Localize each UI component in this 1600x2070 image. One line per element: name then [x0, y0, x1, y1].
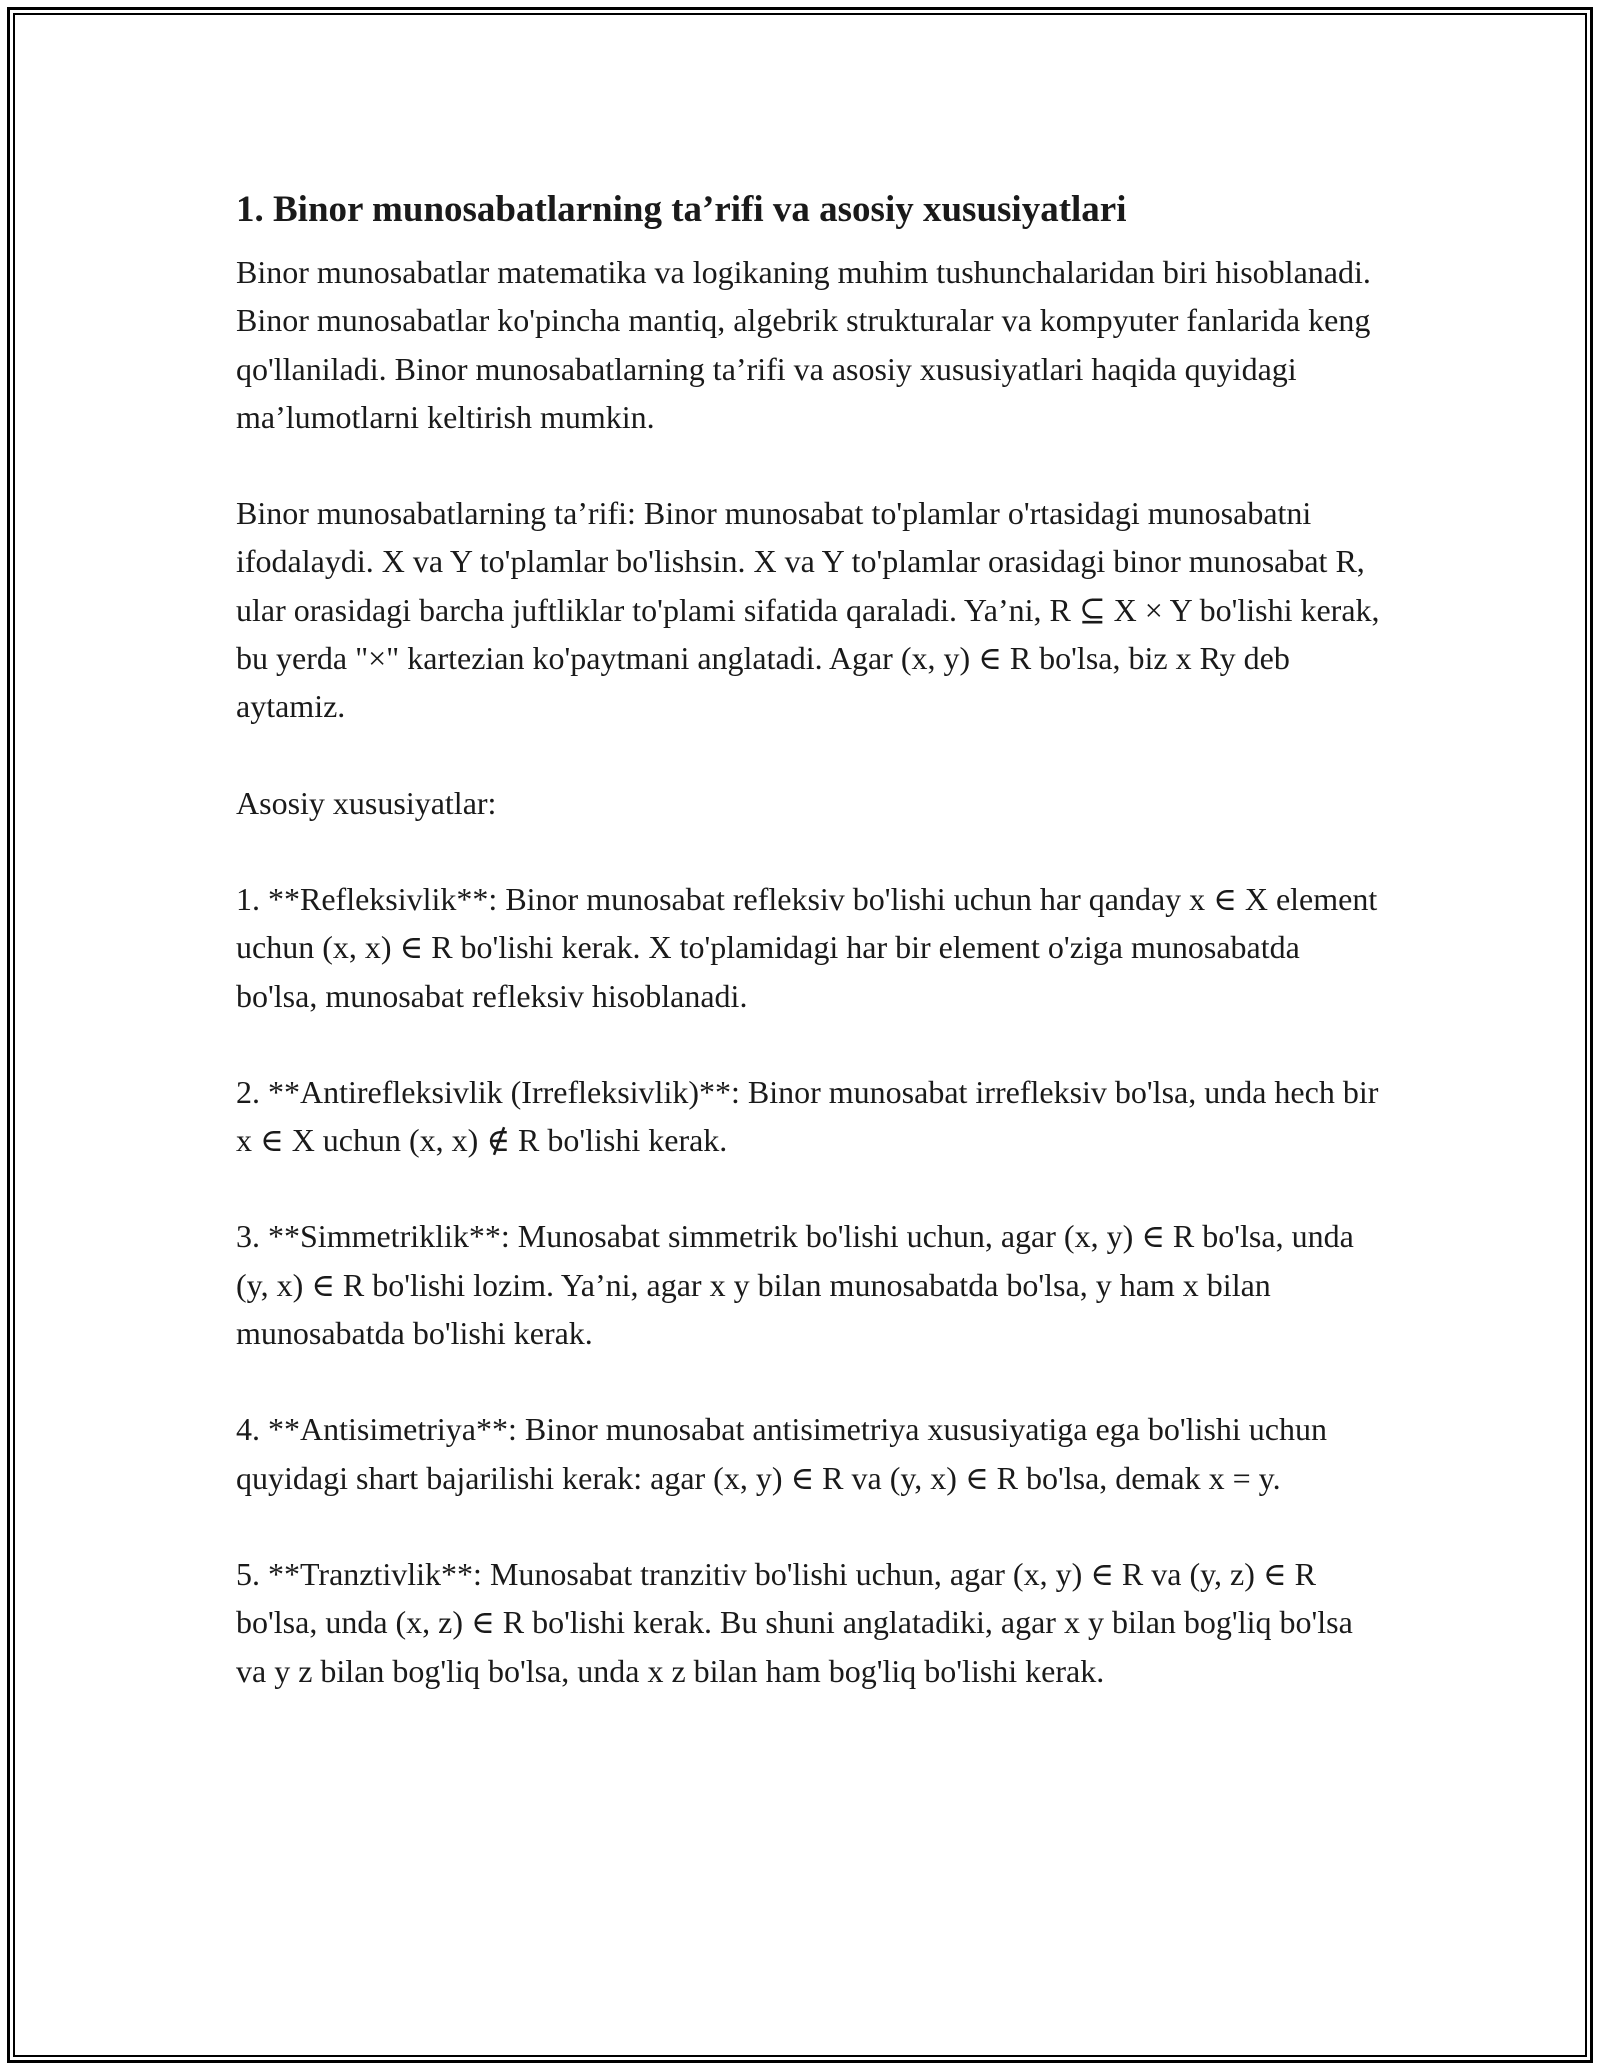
paragraph-transitivity: 5. **Tranztivlik**: Munosabat tranzitiv bo'lishi uchun, agar (x, y) ∈ R va (y, z) ∈ R bo'lsa, unda (x, z) ∈ R bo'lishi kerak. Bu shuni anglatadiki, agar x y bilan bog'liq bo'lsa va y z bilan bog'liq bo'lsa, unda x z bilan ham bog'liq bo'lishi kerak.	[236, 1555, 1353, 1689]
paragraph-definition: Binor munosabatlarning ta’rifi: Binor munosabat to'plamlar o'rtasidagi munosabatni ifodalaydi. X va Y to'plamlar bo'lishsin. X va Y to'plamlar orasidagi binor munosabat R, ular orasidagi barcha juftliklar to'plami sifatida qaraladi. Ya’ni, R ⊆ X × Y bo'lishi kerak, bu yerda "×" kartezian ko'paytmani anglatadi. Agar (x, y) ∈ R bo'lsa, biz x Ry deb aytamiz.	[236, 495, 1380, 725]
paragraph-antisymmetry: 4. **Antisimetriya**: Binor munosabat antisimetriya xususiyatiga ega bo'lishi uchun quyidagi shart bajarilishi kerak: agar (x, y) ∈ R va (y, x) ∈ R bo'lsa, demak x = y.	[236, 1411, 1327, 1496]
paragraph-intro: Binor munosabatlar matematika va logikaning muhim tushunchalaridan biri hisoblanadi. Binor munosabatlar ko'pincha mantiq, algebrik strukturalar va kompyuter fanlarida keng qo'llaniladi. Binor munosabatlarning ta’rifi va asosiy xususiyatlari haqida quyidagi ma’lumotlarni keltirish mumkin.	[236, 254, 1371, 435]
paragraph-properties-title: Asosiy xususiyatlar:	[236, 784, 497, 821]
paragraph-reflexivity: 1. **Refleksivlik**: Binor munosabat refleksiv bo'lishi uchun har qanday x ∈ X element uchun (x, x) ∈ R bo'lishi kerak. X to'plamidagi har bir element o'ziga munosabatda bo'lsa, munosabat refleksiv hisoblanadi.	[236, 880, 1378, 1014]
paragraph-irreflexivity: 2. **Antirefleksivlik (Irrefleksivlik)**: Binor munosabat irrefleksiv bo'lsa, unda hech bir x ∈ X uchun (x, x) ∉ R bo'lishi kerak.	[236, 1073, 1379, 1159]
paragraph-symmetry: 3. **Simmetriklik**: Munosabat simmetrik bo'lishi uchun, agar (x, y) ∈ R bo'lsa, unda (y, x) ∈ R bo'lishi lozim. Ya’ni, agar x y bilan munosabatda bo'lsa, y ham x bilan munosabatda bo'lishi kerak.	[236, 1218, 1354, 1352]
document-body	[236, 186, 1386, 1743]
section-heading: 1. Binor munosabatlarning ta’rifi va asosiy xususiyatlari	[236, 189, 1127, 230]
